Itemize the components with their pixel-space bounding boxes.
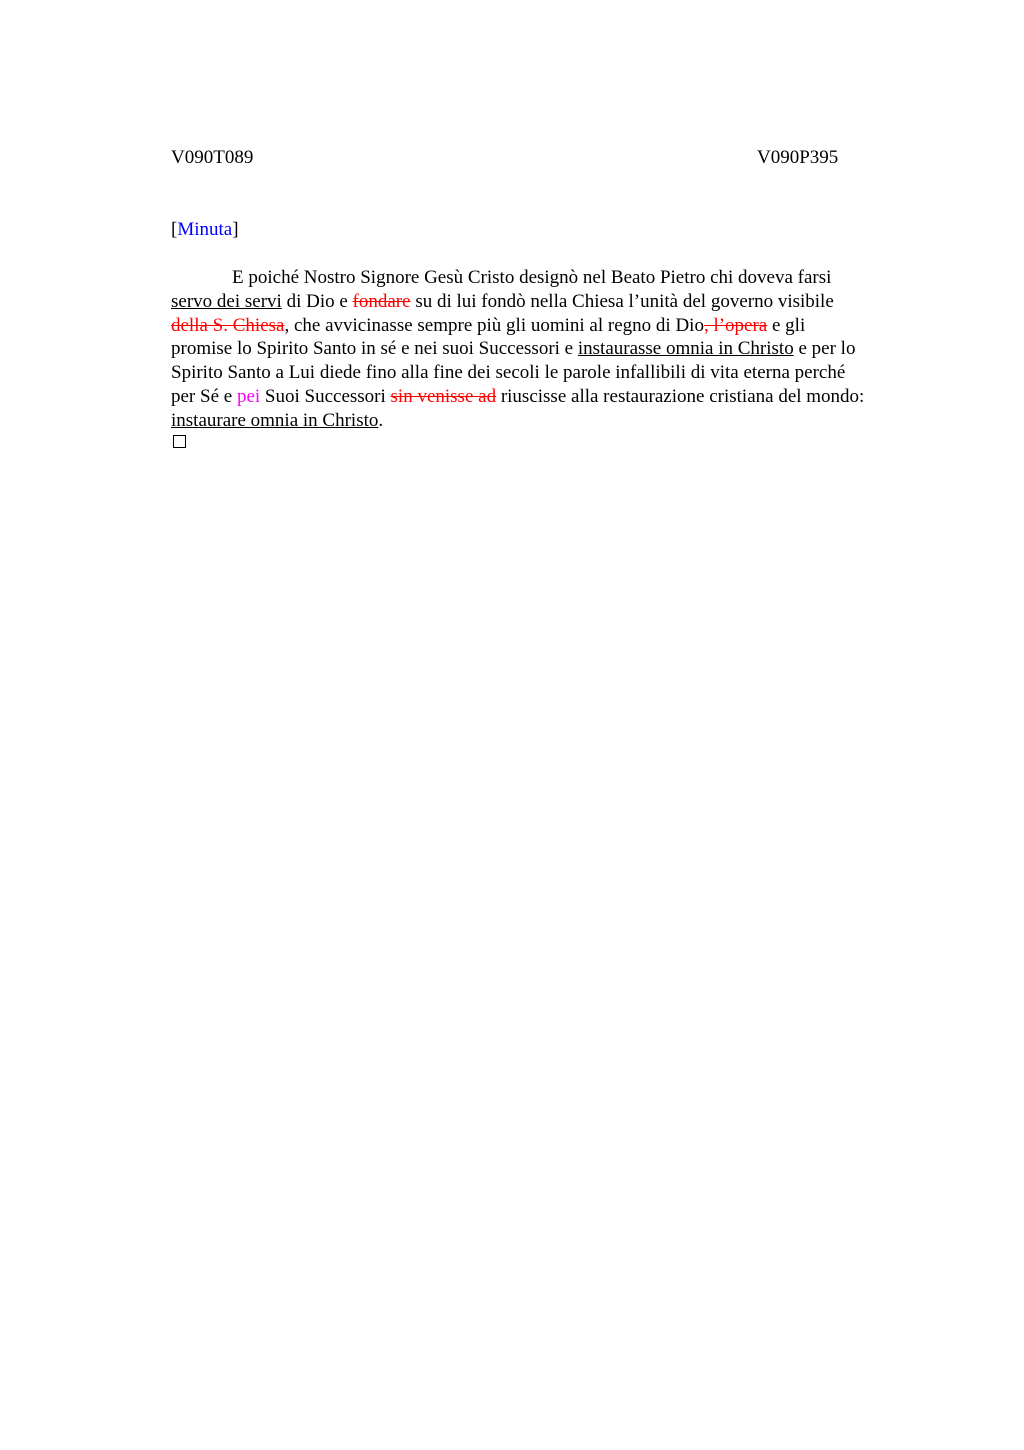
label-open-bracket: [ bbox=[171, 219, 178, 240]
text-run: per Sé e bbox=[171, 385, 237, 407]
text-run: . bbox=[378, 409, 384, 431]
paragraph-line-2 bbox=[171, 290, 931, 314]
deleted-phrase: fondare bbox=[352, 290, 411, 312]
paragraph-line-3 bbox=[171, 314, 931, 338]
document-code-left: V090T089 bbox=[171, 147, 254, 168]
square-outline-icon bbox=[173, 435, 186, 448]
deleted-phrase: sin venisse ad bbox=[390, 385, 497, 407]
paragraph-line-5 bbox=[171, 361, 931, 385]
document-code-right: V090P395 bbox=[757, 147, 839, 168]
paragraph-line-6 bbox=[171, 385, 931, 409]
paragraph-line-1 bbox=[171, 266, 931, 290]
paragraph-line-7 bbox=[171, 409, 931, 433]
deleted-phrase: , l’opera bbox=[703, 314, 768, 336]
text-run: riuscisse alla restaurazione cristiana del mondo: bbox=[496, 385, 865, 407]
text-run: su di lui fondò nella Chiesa l’unità del governo visibile bbox=[410, 290, 834, 312]
text-run: , che avvicinasse sempre più gli uomini al regno di Dio bbox=[284, 314, 704, 336]
body-paragraph bbox=[171, 266, 931, 433]
text-run: promise lo Spirito Santo in sé e nei suoi Successori e bbox=[171, 338, 578, 360]
section-label bbox=[171, 218, 239, 242]
text-run: e per lo bbox=[793, 338, 856, 360]
text-run: di Dio e bbox=[281, 290, 353, 312]
text-run: E poiché Nostro Signore Gesù Cristo designò nel Beato Pietro chi doveva farsi bbox=[232, 267, 832, 288]
text-run: Suoi Successori bbox=[260, 385, 391, 407]
text-run: Spirito Santo a Lui diede fino alla fine dei secoli le parole infallibili di vita eterna perché bbox=[171, 362, 846, 384]
underlined-phrase: servo dei servi bbox=[171, 290, 282, 312]
underlined-phrase: instaurasse omnia in Christo bbox=[577, 338, 794, 360]
label-close-bracket: ] bbox=[232, 219, 239, 240]
inserted-word: pei bbox=[236, 385, 261, 407]
paragraph-line-4 bbox=[171, 337, 931, 361]
underlined-phrase: instaurare omnia in Christo bbox=[171, 409, 379, 431]
text-run: e gli bbox=[767, 314, 806, 336]
label-minuta: Minuta bbox=[177, 219, 233, 240]
deleted-phrase: della S. Chiesa bbox=[171, 314, 285, 336]
